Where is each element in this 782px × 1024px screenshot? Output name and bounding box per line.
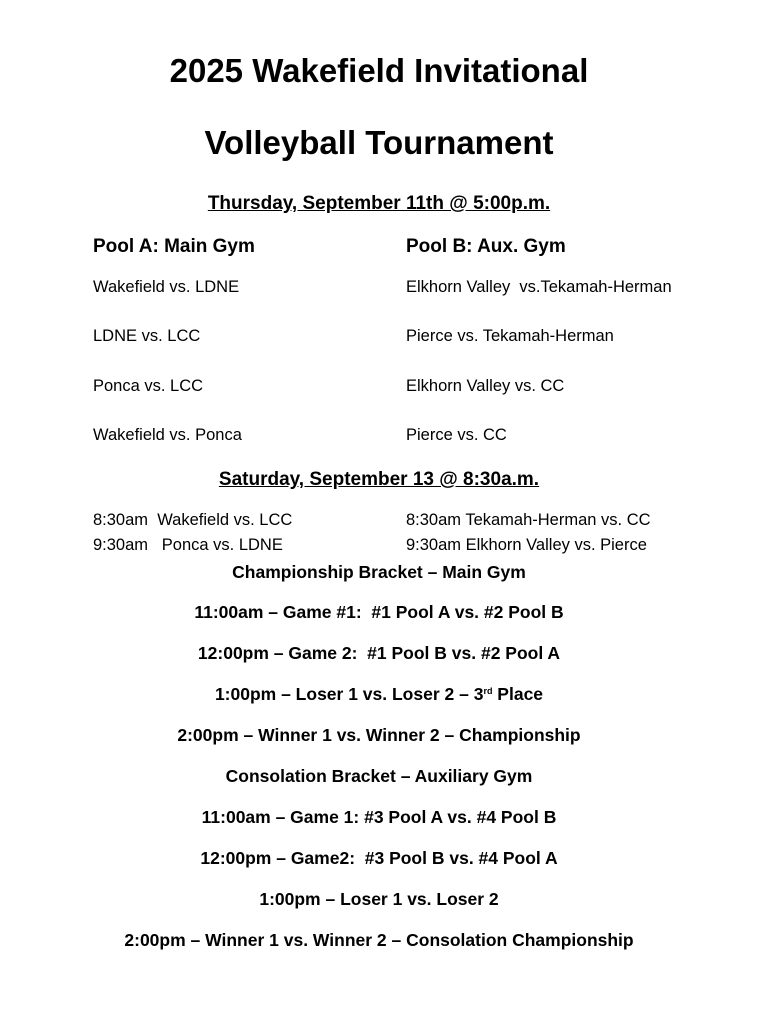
championship-final: 2:00pm – Winner 1 vs. Winner 2 – Championship	[177, 725, 581, 745]
pool-a-match: Ponca vs. LCC	[93, 377, 204, 395]
third-place-label: Place	[492, 684, 544, 704]
pool-b-match: Elkhorn Valley vs. CC	[406, 377, 565, 395]
consolation-game: 1:00pm – Loser 1 vs. Loser 2	[259, 889, 499, 909]
consolation-game: 12:00pm – Game2: #3 Pool B vs. #4 Pool A	[200, 848, 558, 868]
third-place-game	[0, 684, 758, 705]
saturday-pool-b-game: 9:30am Elkhorn Valley vs. Pierce	[406, 536, 647, 554]
championship-game: 11:00am – Game #1: #1 Pool A vs. #2 Pool B	[194, 602, 564, 622]
thursday-heading: Thursday, September 11th @ 5:00p.m.	[207, 193, 551, 214]
third-place-text: 1:00pm – Loser 1 vs. Loser 2 – 3	[214, 684, 484, 704]
pool-b-match: Elkhorn Valley vs.Tekamah-Herman	[406, 278, 672, 296]
pool-a-match: LDNE vs. LCC	[93, 327, 201, 345]
pool-a-heading: Pool A: Main Gym	[93, 236, 255, 257]
consolation-final: 2:00pm – Winner 1 vs. Winner 2 – Consolation Championship	[124, 930, 634, 950]
saturday-pool-a-game: 9:30am Ponca vs. LDNE	[93, 536, 283, 554]
championship-heading: Championship Bracket – Main Gym	[232, 562, 526, 582]
pool-b-match: Pierce vs. Tekamah-Herman	[406, 327, 614, 345]
pool-b-match: Pierce vs. CC	[406, 426, 507, 444]
saturday-pool-b-game: 8:30am Tekamah-Herman vs. CC	[406, 511, 651, 529]
pool-b-heading: Pool B: Aux. Gym	[406, 236, 566, 257]
pool-a-match: Wakefield vs. LDNE	[93, 278, 240, 296]
championship-game: 12:00pm – Game 2: #1 Pool B vs. #2 Pool A	[197, 643, 561, 663]
consolation-heading: Consolation Bracket – Auxiliary Gym	[225, 766, 533, 786]
title-line-2: Volleyball Tournament	[204, 124, 554, 161]
ordinal-suffix: rd	[483, 686, 493, 696]
consolation-game: 11:00am – Game 1: #3 Pool A vs. #4 Pool B	[201, 807, 557, 827]
pool-a-match: Wakefield vs. Ponca	[93, 426, 242, 444]
title-line-1: 2025 Wakefield Invitational	[169, 52, 589, 89]
saturday-heading: Saturday, September 13 @ 8:30a.m.	[218, 469, 540, 490]
saturday-pool-a-game: 8:30am Wakefield vs. LCC	[93, 511, 293, 529]
